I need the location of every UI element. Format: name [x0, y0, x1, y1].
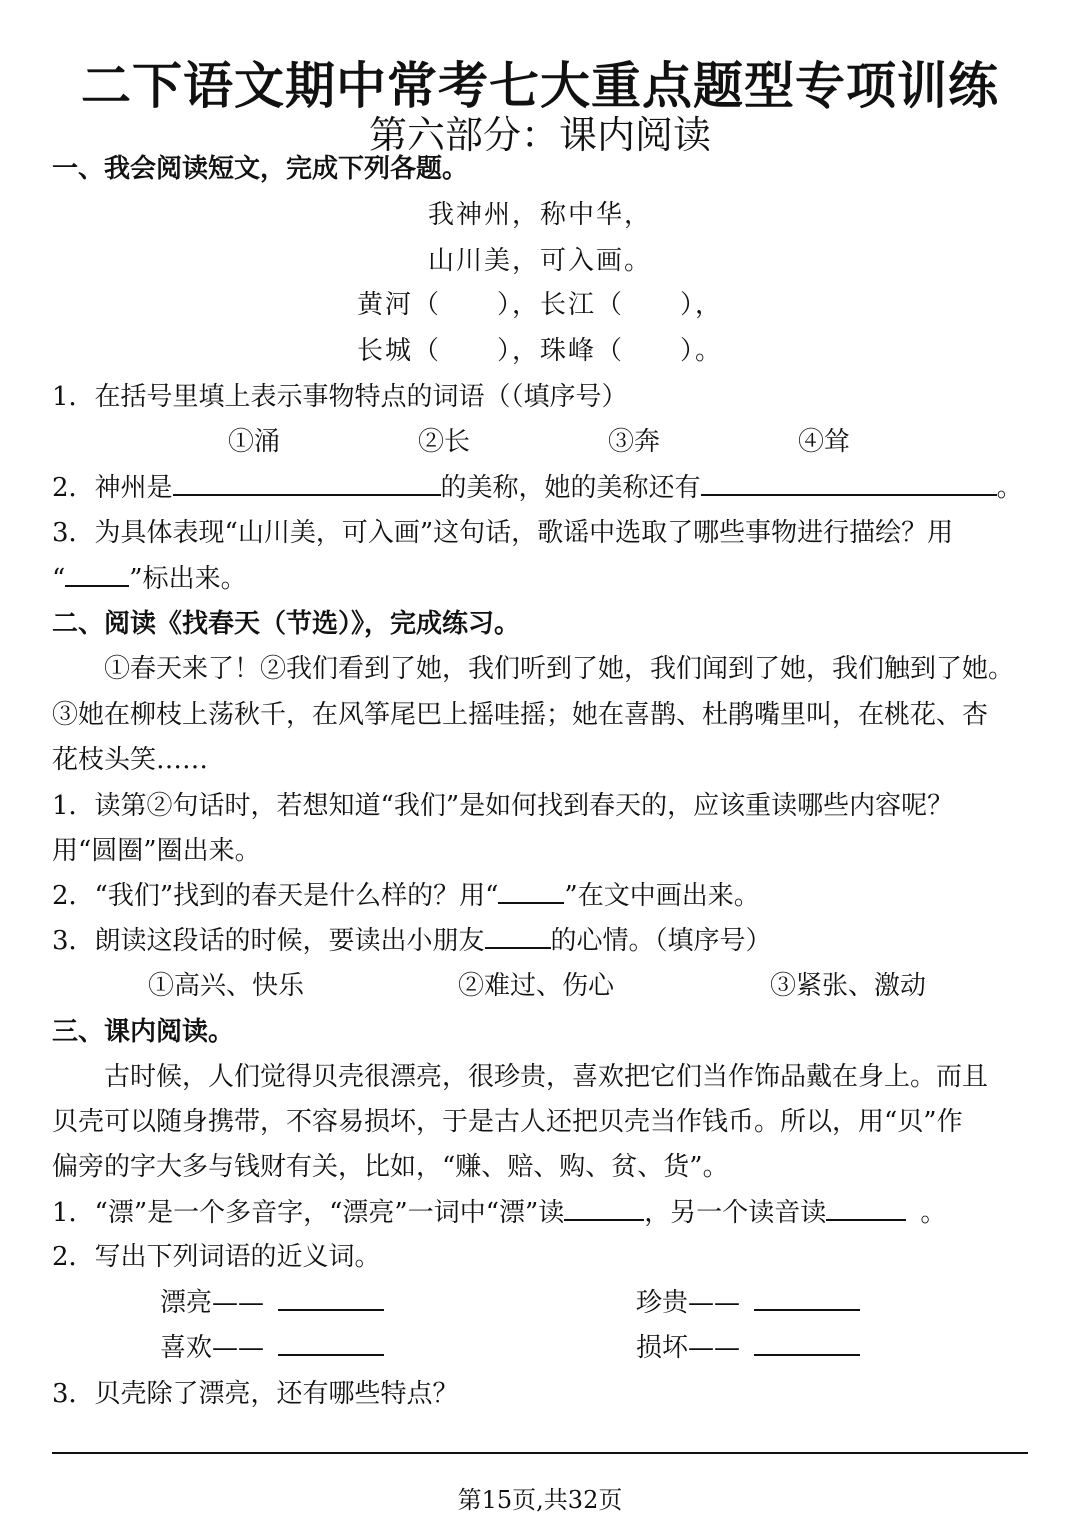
s1-q2-text-a: 2．神州是 — [52, 473, 173, 503]
s2-option-2: ②难过、伤心 — [458, 971, 615, 1001]
s3-q1-text-a: 1．“漂”是一个多音字，“漂亮”一词中“漂”读 — [52, 1198, 565, 1228]
s2-q3-text-a: 3．朗读这段话的时候，要读出小朋友 — [52, 926, 485, 956]
synonym-word: 漂亮—— — [160, 1288, 265, 1318]
answer-blank[interactable] — [278, 1332, 384, 1356]
s2-passage-line-1: ①春天来了！②我们看到了她，我们听到了她，我们闻到了她，我们触到了她。 — [104, 654, 1015, 684]
s1-question-2 — [52, 471, 1023, 505]
synonym-item — [636, 1286, 860, 1320]
s3-question-3: 3．贝壳除了漂亮，还有哪些特点？ — [52, 1379, 459, 1409]
underline-mark — [65, 563, 129, 587]
s2-question-3 — [52, 924, 772, 958]
synonym-item — [160, 1286, 384, 1320]
footer-divider — [52, 1452, 1028, 1454]
synonym-item — [636, 1331, 860, 1365]
section3-header: 三、课内阅读。 — [52, 1017, 235, 1047]
poem-line-2: 山川美，可入画。 — [427, 246, 652, 276]
s1-q3-quote-open: “ — [52, 564, 66, 594]
s3-q1-text-b: ，另一个读音读 — [644, 1198, 827, 1228]
s3-q1-text-c: 。 — [920, 1198, 947, 1228]
synonym-word: 损坏—— — [636, 1333, 741, 1363]
answer-blank[interactable] — [173, 472, 441, 496]
section1-header: 一、我会阅读短文，完成下列各题。 — [52, 154, 469, 184]
s3-passage-line-2: 贝壳可以随身携带，不容易损坏，于是古人还把贝壳当作钱币。所以，用“贝”作 — [52, 1107, 963, 1137]
s2-q2-text-a: 2．“我们”找到的春天是什么样的？用“ — [52, 881, 499, 911]
s1-option-3: ③奔 — [608, 427, 661, 457]
answer-blank[interactable] — [485, 925, 551, 949]
answer-blank[interactable] — [754, 1287, 860, 1311]
s2-passage-line-3: 花枝头笑…… — [52, 745, 209, 775]
answer-blank[interactable] — [826, 1197, 906, 1221]
s2-q2-text-b: ”在文中画出来。 — [564, 881, 760, 911]
s2-passage-line-2: ③她在柳枝上荡秋千，在风筝尾巴上摇哇摇；她在喜鹊、杜鹃嘴里叫，在桃花、杏 — [52, 700, 989, 730]
s3-passage-line-3: 偏旁的字大多与钱财有关，比如，“赚、赔、购、贫、货”。 — [52, 1152, 729, 1182]
s2-question-2 — [52, 879, 760, 913]
s3-passage-line-1: 古时候，人们觉得贝壳很漂亮，很珍贵，喜欢把它们当作饰品戴在身上。而且 — [104, 1062, 989, 1092]
answer-blank[interactable] — [564, 1197, 644, 1221]
answer-blank[interactable] — [278, 1287, 384, 1311]
poem-line-3: 黄河（ ），长江（ ）， — [356, 290, 723, 320]
s1-q2-text-b: 的美称，她的美称还有 — [440, 473, 701, 503]
s1-option-4: ④耸 — [798, 427, 851, 457]
synonym-item — [160, 1331, 384, 1365]
page-title: 二下语文期中常考七大重点题型专项训练 — [81, 57, 999, 115]
s2-q3-text-b: 的心情。（填序号） — [550, 926, 772, 956]
s2-question-1-line-1: 1．读第②句话时，若想知道“我们”是如何找到春天的，应该重读哪些内容呢？ — [52, 791, 954, 821]
s3-question-2: 2．写出下列词语的近义词。 — [52, 1242, 381, 1272]
poem-line-4: 长城（ ），珠峰（ ）。 — [356, 336, 723, 366]
poem-line-1: 我神州，称中华， — [427, 200, 652, 230]
page-subtitle: 第六部分：课内阅读 — [368, 113, 711, 157]
section2-header: 二、阅读《找春天（节选）》，完成练习。 — [52, 609, 521, 639]
underline-mark — [498, 880, 564, 904]
s1-q3-quote-close: ”标出来。 — [129, 564, 247, 594]
s1-option-1: ①涌 — [228, 427, 281, 457]
s1-question-1: 1．在括号里填上表示事物特点的词语（（填序号） — [52, 382, 628, 412]
s3-question-1 — [52, 1196, 946, 1230]
s1-option-2: ②长 — [418, 427, 471, 457]
answer-blank[interactable] — [701, 472, 997, 496]
s2-option-3: ③紧张、激动 — [770, 971, 927, 1001]
page-number: 第15页,共32页 — [457, 1486, 623, 1514]
answer-blank[interactable] — [754, 1332, 860, 1356]
s2-question-1-line-2: 用“圆圈”圈出来。 — [52, 836, 261, 866]
synonym-word: 喜欢—— — [160, 1333, 265, 1363]
s2-option-1: ①高兴、快乐 — [148, 971, 305, 1001]
synonym-word: 珍贵—— — [636, 1288, 741, 1318]
s1-question-3-line-1: 3．为具体表现“山川美，可入画”这句话，歌谣中选取了哪些事物进行描绘？用 — [52, 518, 954, 548]
s1-question-3-line-2 — [52, 562, 247, 596]
s1-q2-text-c: 。 — [996, 473, 1023, 503]
